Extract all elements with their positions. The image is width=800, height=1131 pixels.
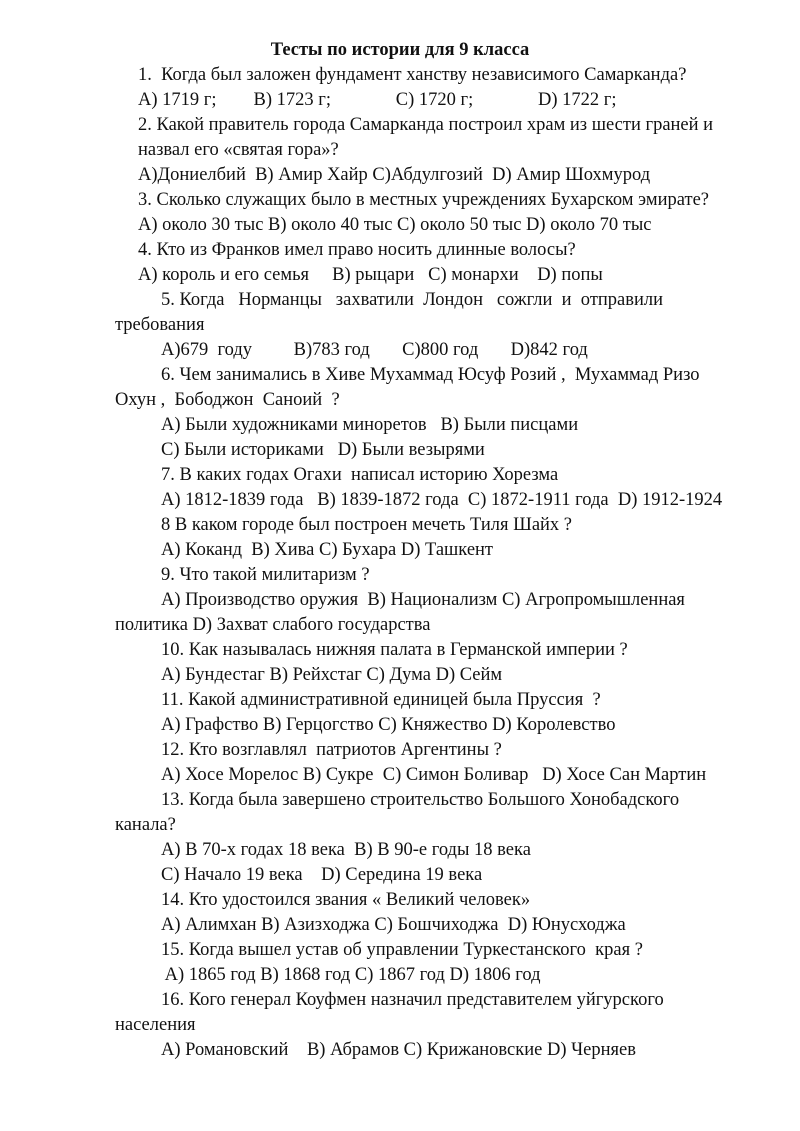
question-11-text: 11. Какой административной единицей была Пруссия ? — [161, 690, 601, 710]
question-6-options-cont: C) Были историками D) Были везырями — [161, 440, 485, 460]
question-7-options: A) 1812-1839 года B) 1839-1872 года C) 1872-1911 года D) 1912-1924 — [161, 490, 723, 510]
question-5-options: A)679 году B)783 год C)800 год D)842 год — [161, 340, 588, 360]
question-6-text-cont: Охун , Бободжон Саноий ? — [115, 390, 340, 410]
question-9-text: 9. Что такой милитаризм ? — [161, 565, 370, 585]
question-10-options: A) Бундестаг B) Рейхстаг C) Дума D) Сейм — [161, 665, 503, 685]
question-14-options: A) Алимхан B) Азизходжа C) Бошчиходжа D) Юнусходжа — [161, 915, 626, 935]
question-14-text: 14. Кто удостоился звания « Великий человек» — [161, 890, 531, 910]
question-3-options: A) около 30 тыс B) около 40 тыс C) около 50 тыс D) около 70 тыс — [138, 215, 652, 235]
question-1-options: A) 1719 г; B) 1723 г; C) 1720 г; D) 1722 г; — [138, 90, 617, 110]
question-5-text-cont: требования — [115, 315, 205, 335]
question-4-text: 4. Кто из Франков имел право носить длинные волосы? — [138, 240, 576, 260]
question-2-options: A)Дониелбий B) Амир Хайр C)Абдулгозий D) Амир Шохмурод — [138, 165, 651, 185]
question-15-options: A) 1865 год B) 1868 год C) 1867 год D) 1806 год — [161, 965, 541, 985]
question-2-text-cont: назвал его «святая гора»? — [138, 140, 339, 160]
page-title: Тесты по истории для 9 класса — [270, 40, 530, 60]
question-12-text: 12. Кто возглавлял патриотов Аргентины ? — [161, 740, 502, 760]
question-10-text: 10. Как называлась нижняя палата в Германской империи ? — [161, 640, 628, 660]
question-6-text: 6. Чем занимались в Хиве Мухаммад Юсуф Розий , Мухаммад Ризо — [161, 365, 700, 385]
question-16-text-cont: населения — [115, 1015, 196, 1035]
question-7-text: 7. В каких годах Огахи написал историю Хорезма — [161, 465, 559, 485]
question-5-text: 5. Когда Норманцы захватили Лондон сожгли и отправили — [161, 290, 664, 310]
question-8-text: 8 В каком городе был построен мечеть Тиля Шайх ? — [161, 515, 573, 535]
question-13-options: A) В 70-х годах 18 века B) В 90-е годы 18 века — [161, 840, 531, 860]
question-11-options: A) Графство B) Герцогство C) Княжество D) Королевство — [161, 715, 616, 735]
question-12-options: A) Хосе Морелос B) Сукре C) Симон Боливар D) Хосе Сан Мартин — [161, 765, 707, 785]
question-16-text: 16. Кого генерал Коуфмен назначил представителем уйгурского — [161, 990, 664, 1010]
question-13-text-cont: канала? — [115, 815, 176, 835]
question-8-options: A) Коканд B) Хива C) Бухара D) Ташкент — [161, 540, 494, 560]
question-6-options: A) Были художниками миноретов B) Были писцами — [161, 415, 579, 435]
question-15-text: 15. Когда вышел устав об управлении Туркестанского края ? — [161, 940, 643, 960]
question-9-options: A) Производство оружия B) Национализм C) Агропромышленная — [161, 590, 685, 610]
question-13-options-cont: C) Начало 19 века D) Середина 19 века — [161, 865, 483, 885]
question-1-text: 1. Когда был заложен фундамент ханству независимого Самарканда? — [138, 65, 687, 85]
question-9-options-cont: политика D) Захват слабого государства — [115, 615, 431, 635]
question-13-text: 13. Когда была завершено строительство Большого Хонобадского — [161, 790, 680, 810]
question-4-options: A) король и его семья B) рыцари C) монархи D) попы — [138, 265, 603, 285]
question-3-text: 3. Сколько служащих было в местных учреждениях Бухарском эмирате? — [138, 190, 709, 210]
question-2-text: 2. Какой правитель города Самарканда построил храм из шести граней и — [138, 115, 714, 135]
question-16-options: A) Романовский B) Абрамов C) Крижановские D) Черняев — [161, 1040, 636, 1060]
